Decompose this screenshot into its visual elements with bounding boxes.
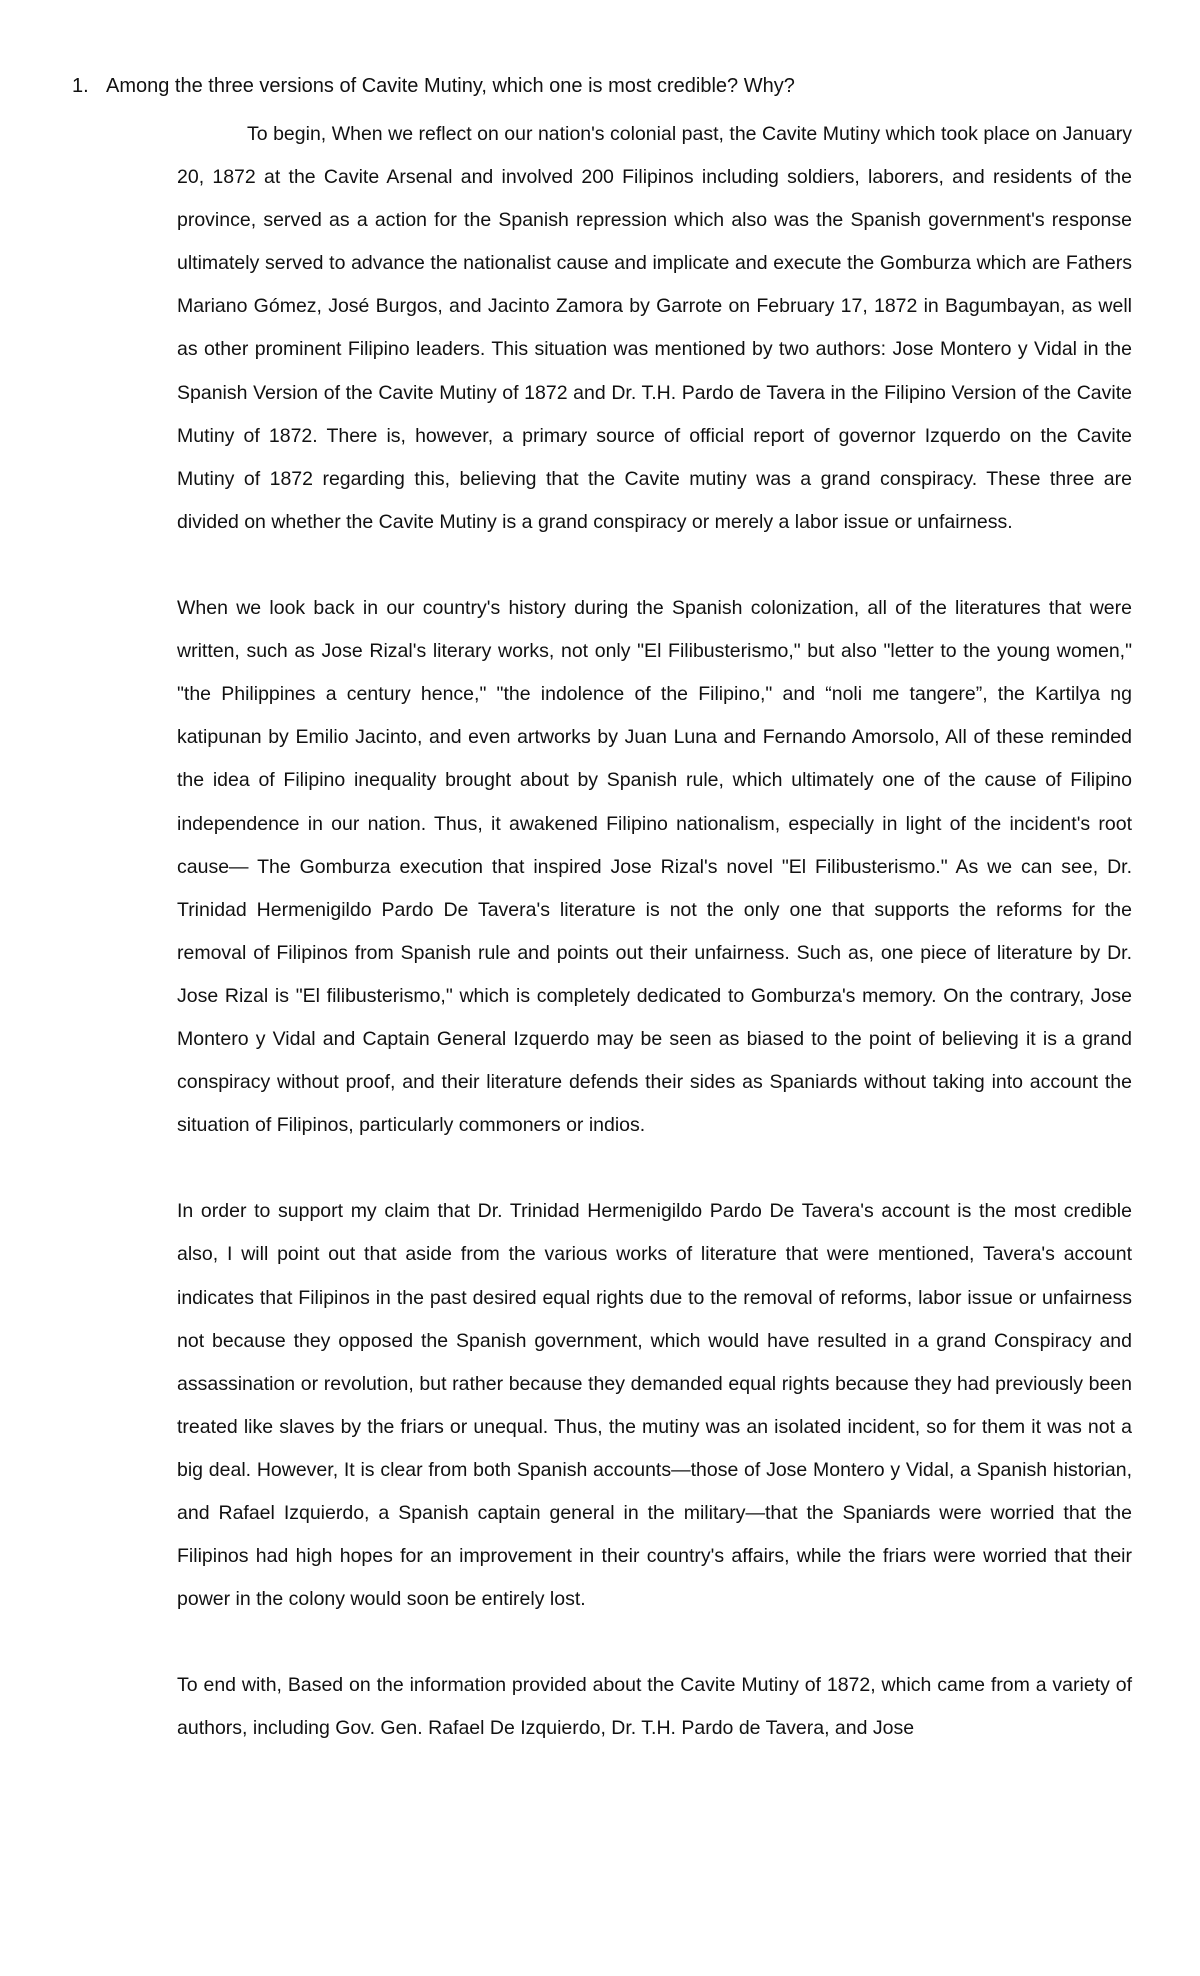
paragraph-claim-support: In order to support my claim that Dr. Trinidad Hermenigildo Pardo De Tavera's account is the most credible also, I will point out that aside from the various works of literature that were mentioned, Tavera's account indicates that Filipinos in the past desired equal rights due to the removal of reforms, labor issue or unfairness not because they opposed the Spanish government, which would have resulted in a grand Conspiracy and assassination or revolution, but rather because they demanded equal rights because they had previously been treated like slaves by the friars or unequal. Thus, the mutiny was an isolated incident, so for them it was not a big deal. However, It is clear from both Spanish accounts—those of Jose Montero y Vidal, a Spanish historian, and Rafael Izquierdo, a Spanish captain general in the military—that the Spaniards were worried that the Filipinos had high hopes for an improvement in their country's affairs, while the friars were worried that their power in the colony would soon be entirely lost. [177,1200,1132,1611]
paragraph-literature: When we look back in our country's history during the Spanish colonization, all of the literatures that were written, such as Jose Rizal's literary works, not only "El Filibusterismo," but also "letter to the young women," "the Philippines a century hence," "the indolence of the Filipino," and “noli me tangere”, the Kartilya ng katipunan by Emilio Jacinto, and even artworks by Juan Luna and Fernando Amorsolo, All of these reminded the idea of Filipino inequality brought about by Spanish rule, which ultimately one of the cause of Filipino independence in our nation. Thus, it awakened Filipino nationalism, especially in light of the incident's root cause— The Gomburza execution that inspired Jose Rizal's novel "El Filibusterismo." As we can see, Dr. Trinidad Hermenigildo Pardo De Tavera's literature is not the only one that supports the reforms for the removal of Filipinos from Spanish rule and points out their unfairness. Such as, one piece of literature by Dr. Jose Rizal is "El filibusterismo," which is completely dedicated to Gomburza's memory. On the contrary, Jose Montero y Vidal and Captain General Izquerdo may be seen as biased to the point of believing it is a grand conspiracy without proof, and their literature defends their sides as Spaniards without taking into account the situation of Filipinos, particularly commoners or indios. [177,597,1132,1137]
question-number: 1. [72,75,89,97]
question-text: Among the three versions of Cavite Mutiny, which one is most credible? Why? [106,75,795,97]
question-heading [72,72,1132,100]
paragraph-introduction: To begin, When we reflect on our nation's colonial past, the Cavite Mutiny which took place on January 20, 1872 at the Cavite Arsenal and involved 200 Filipinos including soldiers, laborers, and residents of the province, served as a action for the Spanish repression which also was the Spanish government's response ultimately served to advance the nationalist cause and implicate and execute the Gomburza which are Fathers Mariano Gómez, José Burgos, and Jacinto Zamora by Garrote on February 17, 1872 in Bagumbayan, as well as other prominent Filipino leaders. This situation was mentioned by two authors: Jose Montero y Vidal in the Spanish Version of the Cavite Mutiny of 1872 and Dr. T.H. Pardo de Tavera in the Filipino Version of the Cavite Mutiny of 1872. There is, however, a primary source of official report of governor Izquerdo on the Cavite Mutiny of 1872 regarding this, believing that the Cavite mutiny was a grand conspiracy. These three are divided on whether the Cavite Mutiny is a grand conspiracy or merely a labor issue or unfairness. [177,123,1132,533]
paragraph-conclusion: To end with, Based on the information provided about the Cavite Mutiny of 1872, which came from a variety of authors, including Gov. Gen. Rafael De Izquierdo, Dr. T.H. Pardo de Tavera, and Jose [177,1674,1132,1740]
essay-body [177,113,1132,1794]
